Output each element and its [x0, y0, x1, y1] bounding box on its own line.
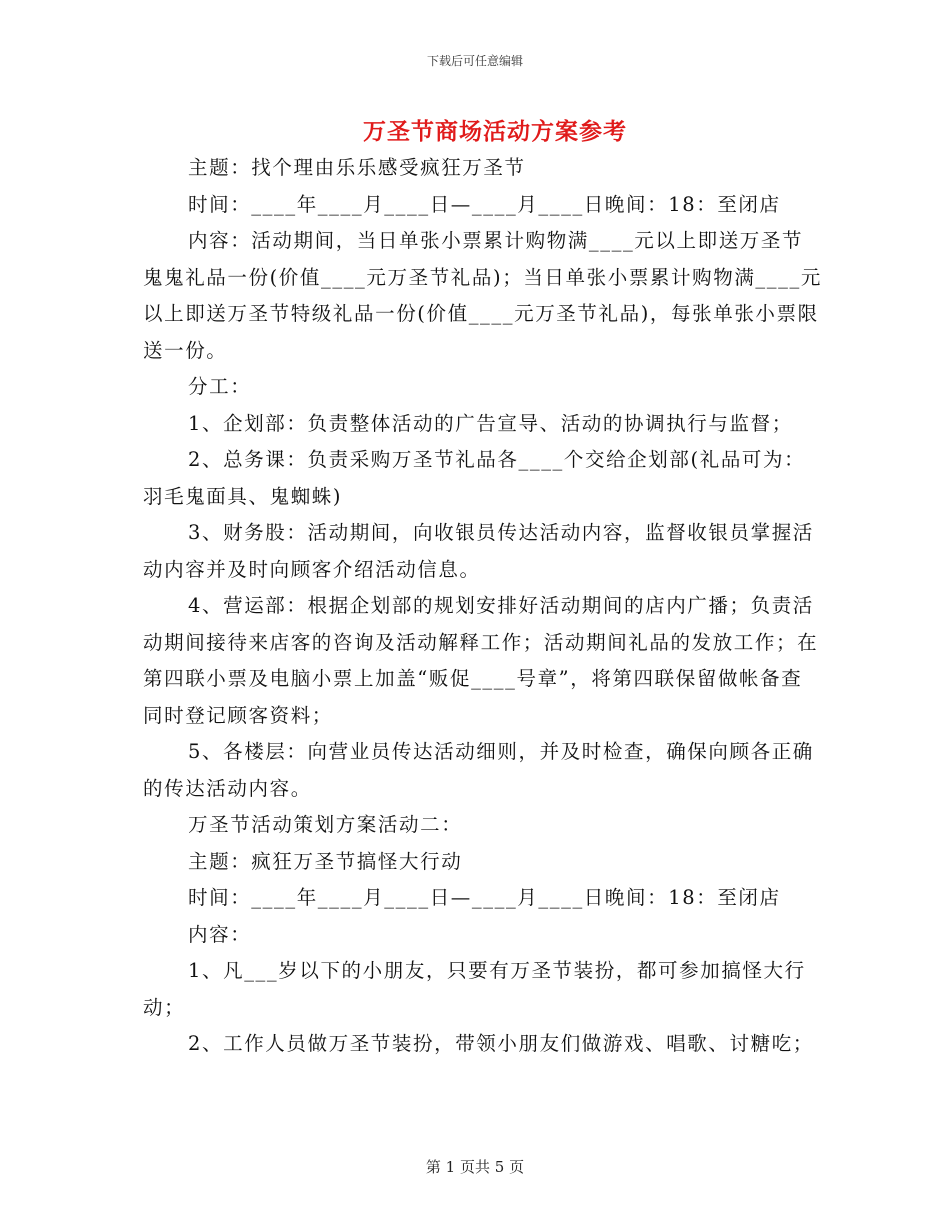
paragraph-topic-two: 主题：疯狂万圣节搞怪大行动 [188, 849, 463, 873]
paragraph-item-1: 1、企划部：负责整体活动的广告宣导、活动的协调执行与监督； [188, 411, 793, 435]
paragraph-item-5: 5、各楼层：向营业员传达活动细则，并及时检查，确保向顾各正确的传达活动内容。 [143, 740, 814, 800]
paragraph-item-two-1: 1、凡___岁以下的小朋友，只要有万圣节装扮，都可参加搞怪大行动； [143, 959, 806, 1019]
paragraph-time-two: 时间：____年____月____日—____月____日晚间：18：至闭店 [188, 886, 781, 909]
paragraph-item-3: 3、财务股：活动期间，向收银员传达活动内容，监督收银员掌握活动内容并及时向顾客介绍活动信息。 [143, 521, 814, 581]
paragraph-item-2: 2、总务课：负责采购万圣节礼品各____个交给企划部(礼品可为：羽毛鬼面具、鬼蜘蛛) [143, 448, 806, 508]
document-body [143, 150, 823, 1063]
paragraph-time: 时间：____年____月____日—____月____日晚间：18：至闭店 [188, 192, 781, 216]
document-title: 万圣节商场活动方案参考 [363, 118, 627, 145]
page-number-footer: 第 1 页共 5 页 [425, 1158, 525, 1176]
paragraph-content-two: 内容： [188, 922, 252, 946]
paragraph-item-two-2: 2、工作人员做万圣节装扮，带领小朋友们做游戏、唱歌、讨糖吃； [188, 1032, 814, 1055]
paragraph-item-4: 4、营运部：根据企划部的规划安排好活动期间的店内广播；负责活动期间接待来店客的咨询及活动解释工作；活动期间礼品的发放工作；在第四联小票及电脑小票上加盖“贩促____号章”，将第四联保留做帐备查同时登记顾客资料； [143, 594, 819, 727]
paragraph-content: 内容：活动期间，当日单张小票累计购物满____元以上即送万圣节鬼鬼礼品一份(价值____元万圣节礼品)；当日单张小票累计购物满____元以上即送万圣节特级礼品一份(价值____元万圣节礼品)，每张单张小票限送一份。 [143, 229, 822, 362]
paragraph-division: 分工： [188, 375, 252, 398]
paragraph-topic: 主题：找个理由乐乐感受疯狂万圣节 [188, 156, 526, 179]
paragraph-plan-two-heading: 万圣节活动策划方案活动二： [188, 813, 463, 836]
header-note: 下载后可任意编辑 [426, 54, 523, 68]
